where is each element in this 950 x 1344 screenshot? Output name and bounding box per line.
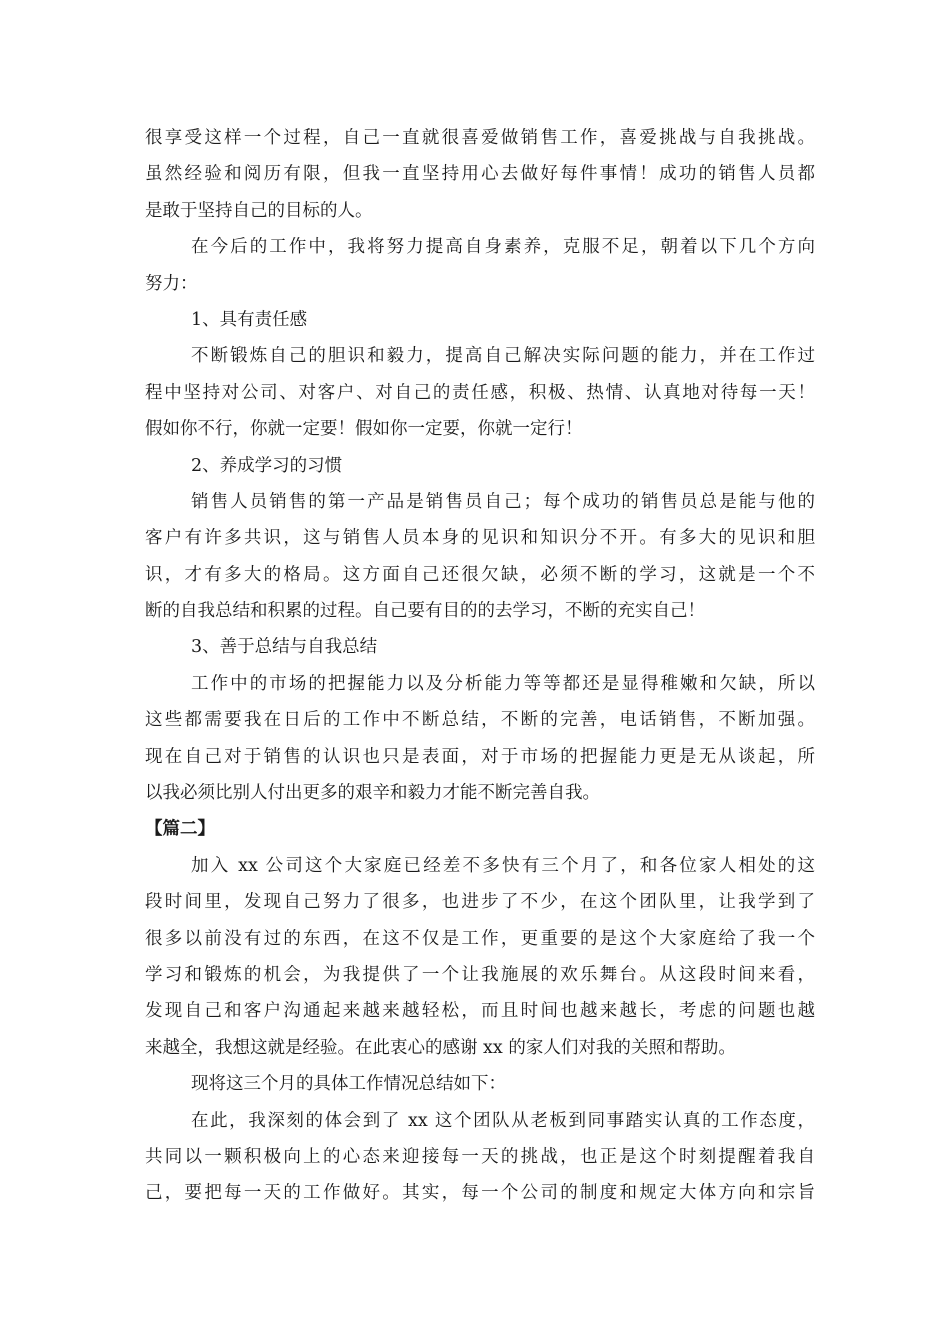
text-line: 来越全，我想这就是经验。在此衷心的感谢 xx 的家人们对我的关照和帮助。 [145,1037,736,1058]
text-line: 很享受这样一个过程，自己一直就很喜爱做销售工作，喜爱挑战与自我挑战。 [145,128,815,148]
text-line: 以我必须比别人付出更多的艰辛和毅力才能不断完善自我。 [145,783,600,804]
text-line: 段时间里，发现自己努力了很多，也进步了不少，在这个团队里，让我学到了 [145,892,815,913]
text-line: 在此，我深刻的体会到了 xx 这个团队从老板到同事踏实认真的工作态度， [191,1110,815,1131]
text-line: 识，才有多大的格局。这方面自己还很欠缺，必须不断的学习，这就是一个不 [145,564,815,585]
text-line: 这些都需要我在日后的工作中不断总结，不断的完善，电话销售，不断加强。 [145,710,815,731]
text-line: 共同以一颗积极向上的心态来迎接每一天的挑战，也正是这个时刻提醒着我自 [145,1146,815,1167]
text-line: 学习和锻炼的机会，为我提供了一个让我施展的欢乐舞台。从这段时间来看， [145,964,815,985]
text-line: 很多以前没有过的东西，在这不仅是工作，更重要的是这个大家庭给了我一个 [145,928,815,949]
text-line: 销售人员销售的第一产品是销售员自己；每个成功的销售员总是能与他的 [191,491,815,512]
text-line: 程中坚持对公司、对客户、对自己的责任感，积极、热情、认真地对待每一天！ [145,382,815,403]
text-line: 在今后的工作中，我将努力提高自身素养，克服不足，朝着以下几个方向 [191,237,815,258]
text-line: 1、具有责任感 [191,309,308,330]
text-line: 加入 xx 公司这个大家庭已经差不多快有三个月了，和各位家人相处的这 [191,855,815,876]
text-line: 虽然经验和阅历有限，但我一直坚持用心去做好每件事情！成功的销售人员都 [145,164,815,185]
text-line: 不断锻炼自己的胆识和毅力，提高自己解决实际问题的能力，并在工作过 [191,346,815,367]
text-line: 断的自我总结和积累的过程。自己要有目的的去学习，不断的充实自己！ [145,601,705,622]
section-heading: 【篇二】 [145,819,215,840]
text-line: 客户有许多共识，这与销售人员本身的见识和知识分不开。有多大的见识和胆 [145,528,815,549]
text-line: 3、善于总结与自我总结 [191,637,378,658]
text-line: 2、养成学习的习惯 [191,455,343,476]
text-line: 假如你不行，你就一定要！假如你一定要，你就一定行！ [145,419,583,440]
text-line: 工作中的市场的把握能力以及分析能力等等都还是显得稚嫩和欠缺，所以 [191,673,815,694]
text-line: 努力： [145,273,198,294]
text-line: 是敢于坚持自己的目标的人。 [145,200,373,221]
text-line: 现在自己对于销售的认识也只是表面，对于市场的把握能力更是无从谈起，所 [145,746,815,767]
text-line: 现将这三个月的具体工作情况总结如下： [191,1074,506,1095]
text-line: 己，要把每一天的工作做好。其实，每一个公司的制度和规定大体方向和宗旨 [145,1183,815,1204]
document-body [145,120,815,1212]
text-line: 发现自己和客户沟通起来越来越轻松，而且时间也越来越长，考虑的问题也越 [145,1001,815,1022]
